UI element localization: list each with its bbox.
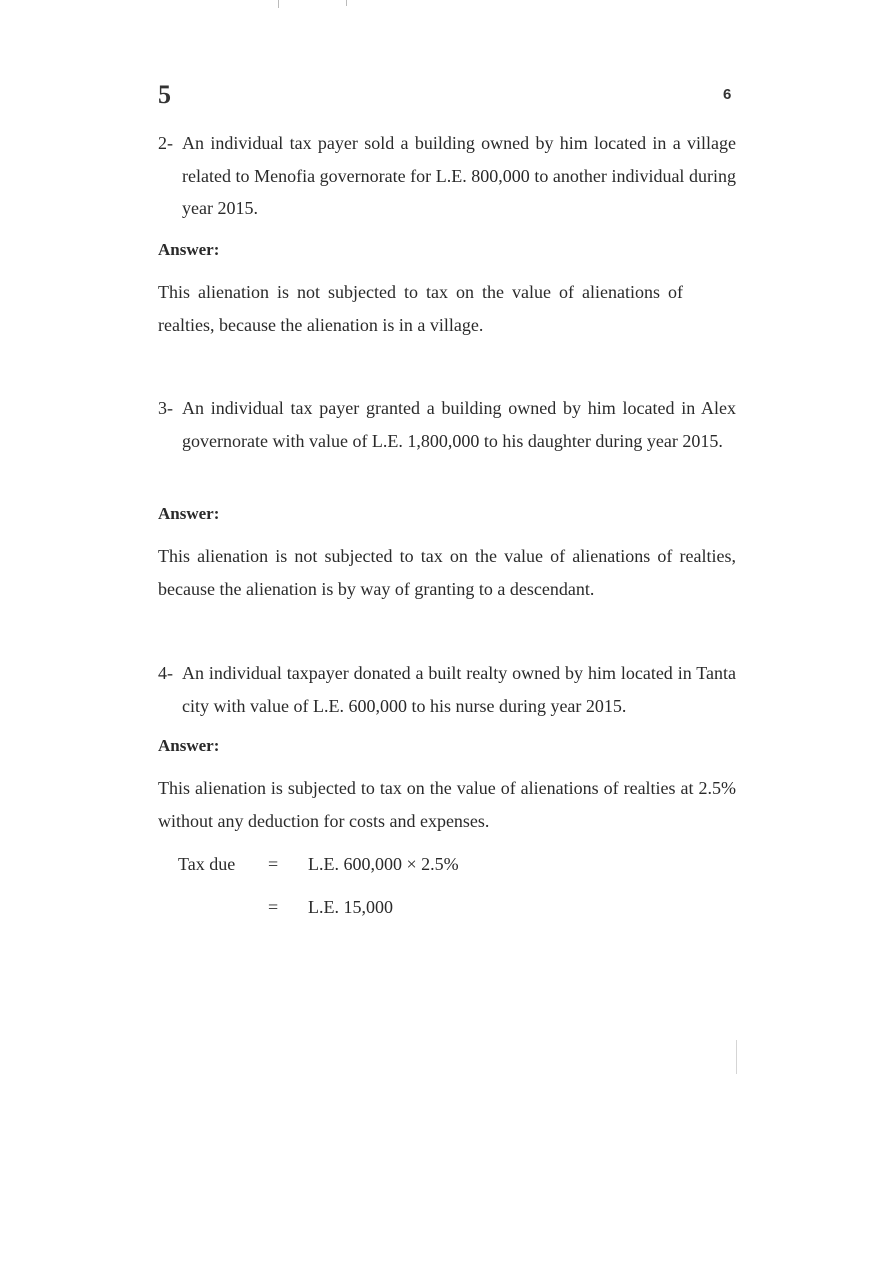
answer-text: This alienation is subjected to tax on the value of alienations of realties at 2.5% without any deduction for costs and expenses. <box>158 778 736 831</box>
question-number: 4- <box>158 663 173 683</box>
answer-block-2 <box>158 238 736 262</box>
answer-text-block-2 <box>158 276 736 341</box>
answer-label: Answer: <box>158 736 220 755</box>
answer-label: Answer: <box>158 504 220 523</box>
answer-text-block-3 <box>158 540 736 605</box>
answer-block-3 <box>158 502 736 526</box>
scan-artifact <box>346 0 347 6</box>
question-number: 2- <box>158 133 173 153</box>
tax-result: L.E. 15,000 <box>308 897 393 917</box>
answer-label: Answer: <box>158 240 220 259</box>
scan-artifact <box>736 1040 737 1074</box>
answer-text: This alienation is not subjected to tax on the value of alienations of realties, because the alienation is by way of granting to a descendant. <box>158 546 736 599</box>
question-number: 3- <box>158 398 173 418</box>
question-text <box>158 392 736 457</box>
equals-sign: = <box>268 897 279 917</box>
question-body: An individual tax payer granted a building owned by him located in Alex governorate with value of L.E. 1,800,000 to his daughter during year 2015. <box>182 398 736 451</box>
equals-sign: = <box>268 854 279 874</box>
question-text <box>158 127 736 225</box>
question-block-2 <box>158 127 736 225</box>
question-body: An individual tax payer sold a building owned by him located in a village related to Menofia governorate for L.E. 800,000 to another individual during year 2015. <box>182 133 736 218</box>
question-body: An individual taxpayer donated a built realty owned by him located in Tanta city with value of L.E. 600,000 to his nurse during year 2015. <box>182 663 736 716</box>
answer-text-block-4 <box>158 772 736 837</box>
tax-due-label: Tax due <box>178 854 236 874</box>
question-text <box>158 657 736 722</box>
page-number-right: 6 <box>723 86 732 103</box>
page-number-left: 5 <box>158 80 171 109</box>
scan-artifact <box>278 0 279 8</box>
tax-formula: L.E. 600,000 × 2.5% <box>308 854 459 874</box>
question-block-4 <box>158 657 736 722</box>
question-block-3 <box>158 392 736 457</box>
answer-text: This alienation is not subjected to tax on the value of alienations of realties, because the alienation is in a village. <box>158 282 683 335</box>
answer-block-4 <box>158 734 736 758</box>
